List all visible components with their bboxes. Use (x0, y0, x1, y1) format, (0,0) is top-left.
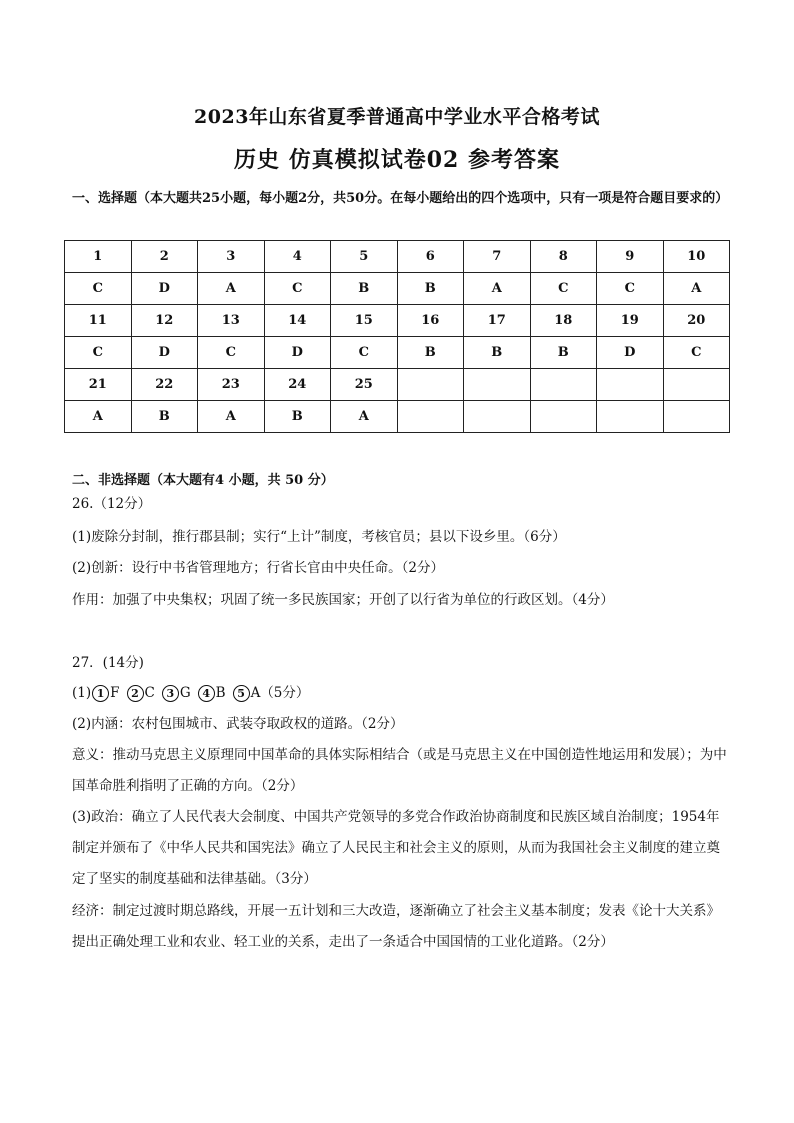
circled-number-icon: 2 (127, 685, 144, 702)
q27-part1-item (126, 685, 155, 701)
circled-number-icon: 5 (233, 685, 250, 702)
answer-table-cell: D (597, 337, 664, 369)
answer-table-cell: C (65, 273, 132, 305)
answer-table-cell: D (264, 337, 331, 369)
q26-effect: 作用：加强了中央集权；巩固了统一多民族国家；开创了以行省为单位的行政区划。（4分） (72, 592, 614, 608)
q26-part1: (1)废除分封制，推行郡县制；实行“上计”制度，考核官员；县以下设乡里。（6分） (72, 529, 566, 545)
answer-table-cell: B (264, 401, 331, 433)
answer-table-cell: C (331, 337, 398, 369)
answer-table-row (65, 401, 730, 433)
answer-table-cell: 9 (597, 241, 664, 273)
answer-table-cell: 20 (663, 305, 730, 337)
q27-part1-answer: G (179, 685, 191, 701)
answer-table-cell: A (663, 273, 730, 305)
answer-table-cell: 13 (198, 305, 265, 337)
answer-table-cell: 17 (464, 305, 531, 337)
answer-table-cell: 1 (65, 241, 132, 273)
circled-number-icon: 1 (92, 685, 109, 702)
answer-table-cell: C (198, 337, 265, 369)
answer-table-cell: C (597, 273, 664, 305)
answer-table-cell: 19 (597, 305, 664, 337)
circled-number-icon: 3 (162, 685, 179, 702)
answer-key-title: 历史 仿真模拟试卷02 参考答案 (234, 147, 560, 173)
answer-table-cell: 11 (65, 305, 132, 337)
answer-table-cell (397, 369, 464, 401)
answer-table-row (65, 241, 730, 273)
answer-table-cell: D (131, 337, 198, 369)
q27-part1-prefix: (1) (72, 685, 92, 701)
q27-part1-items (91, 685, 315, 701)
answer-table-cell: A (331, 401, 398, 433)
answer-table-cell (597, 401, 664, 433)
section2-heading: 二、非选择题（本大题有4 小题，共 50 分） (72, 473, 334, 488)
answer-table-cell: B (397, 337, 464, 369)
answer-table-row (65, 337, 730, 369)
q26-part2: (2)创新：设行中书省管理地方；行省长官由中央任命。（2分） (72, 560, 444, 576)
section1-heading: 一、选择题（本大题共25小题，每小题2分，共50分。在每小题给出的四个选项中，只有一项是符合题目要求的） (72, 191, 729, 206)
answer-table-cell: B (131, 401, 198, 433)
q27-part1-answer: F (110, 685, 120, 701)
q27-part1 (72, 683, 732, 703)
answer-table-cell: C (663, 337, 730, 369)
q27-part1-answer: C (144, 685, 155, 701)
answer-table-row (65, 273, 730, 305)
answer-table-cell: 22 (131, 369, 198, 401)
answer-table-cell (464, 401, 531, 433)
answer-table-cell: 15 (331, 305, 398, 337)
answer-table-cell: B (397, 273, 464, 305)
answer-table-cell: B (464, 337, 531, 369)
answer-table-cell: 23 (198, 369, 265, 401)
q27-part2: (2)内涵：农村包围城市、武装夺取政权的道路。（2分） (72, 716, 404, 732)
exam-title: 2023年山东省夏季普通高中学业水平合格考试 (194, 106, 600, 128)
answer-table-cell: 6 (397, 241, 464, 273)
answer-table-cell: 12 (131, 305, 198, 337)
answer-table-cell: 4 (264, 241, 331, 273)
answer-table-row (65, 305, 730, 337)
q27-significance: 意义：推动马克思主义原理同中国革命的具体实际相结合（或是马克思主义在中国创造性地运用和发展）；为中国革命胜利指明了正确的方向。（2分） (72, 747, 727, 794)
answer-table-cell: 16 (397, 305, 464, 337)
answer-table-cell: B (331, 273, 398, 305)
answer-table-cell: A (198, 401, 265, 433)
q27-part1-item (91, 685, 119, 701)
answer-table-cell: C (530, 273, 597, 305)
answer-table-cell: 21 (65, 369, 132, 401)
answer-table-cell (397, 401, 464, 433)
answer-table-cell: 14 (264, 305, 331, 337)
answer-table-cell: 2 (131, 241, 198, 273)
answer-table-row (65, 369, 730, 401)
answer-table-cell (530, 369, 597, 401)
answer-table-cell: 18 (530, 305, 597, 337)
answer-table-cell (464, 369, 531, 401)
answer-table-cell: A (65, 401, 132, 433)
answer-table-cell: 5 (331, 241, 398, 273)
q27-part3-economy: 经济：制定过渡时期总路线，开展一五计划和三大改造，逐渐确立了社会主义基本制度；发表《论十大关系》提出正确处理工业和农业、轻工业的关系，走出了一条适合中国国情的工业化道路。（2分） (72, 903, 720, 950)
q27-label: 27．(14分) (72, 655, 144, 671)
answer-table-cell (663, 401, 730, 433)
q27-part1-item (232, 685, 310, 701)
circled-number-icon: 4 (198, 685, 215, 702)
q27-part1-item (161, 685, 191, 701)
answer-table (64, 240, 730, 433)
answer-table-cell: 24 (264, 369, 331, 401)
answer-table-cell (530, 401, 597, 433)
q27-part1-answer: B (215, 685, 226, 701)
answer-table-cell: D (131, 273, 198, 305)
answer-table-cell (663, 369, 730, 401)
q27-part3-politics: (3)政治：确立了人民代表大会制度、中国共产党领导的多党合作政治协商制度和民族区域自治制度；1954年制定并颁布了《中华人民共和国宪法》确立了人民民主和社会主义的原则，从而为我国社会主义制度的建立奠定了坚实的制度基础和法律基础。（3分） (72, 809, 720, 887)
answer-table-cell: A (198, 273, 265, 305)
answer-table-cell: C (65, 337, 132, 369)
q27-part1-answer: A（5分） (250, 685, 310, 701)
answer-table-cell: 10 (663, 241, 730, 273)
q26-label: 26.（12分） (72, 496, 152, 512)
answer-table-cell: 7 (464, 241, 531, 273)
answer-table-cell: 8 (530, 241, 597, 273)
answer-table-cell: 3 (198, 241, 265, 273)
q27-part1-item (197, 685, 226, 701)
answer-table-cell: 25 (331, 369, 398, 401)
answer-table-cell: A (464, 273, 531, 305)
answer-table-cell: C (264, 273, 331, 305)
answer-table-cell: B (530, 337, 597, 369)
answer-table-cell (597, 369, 664, 401)
